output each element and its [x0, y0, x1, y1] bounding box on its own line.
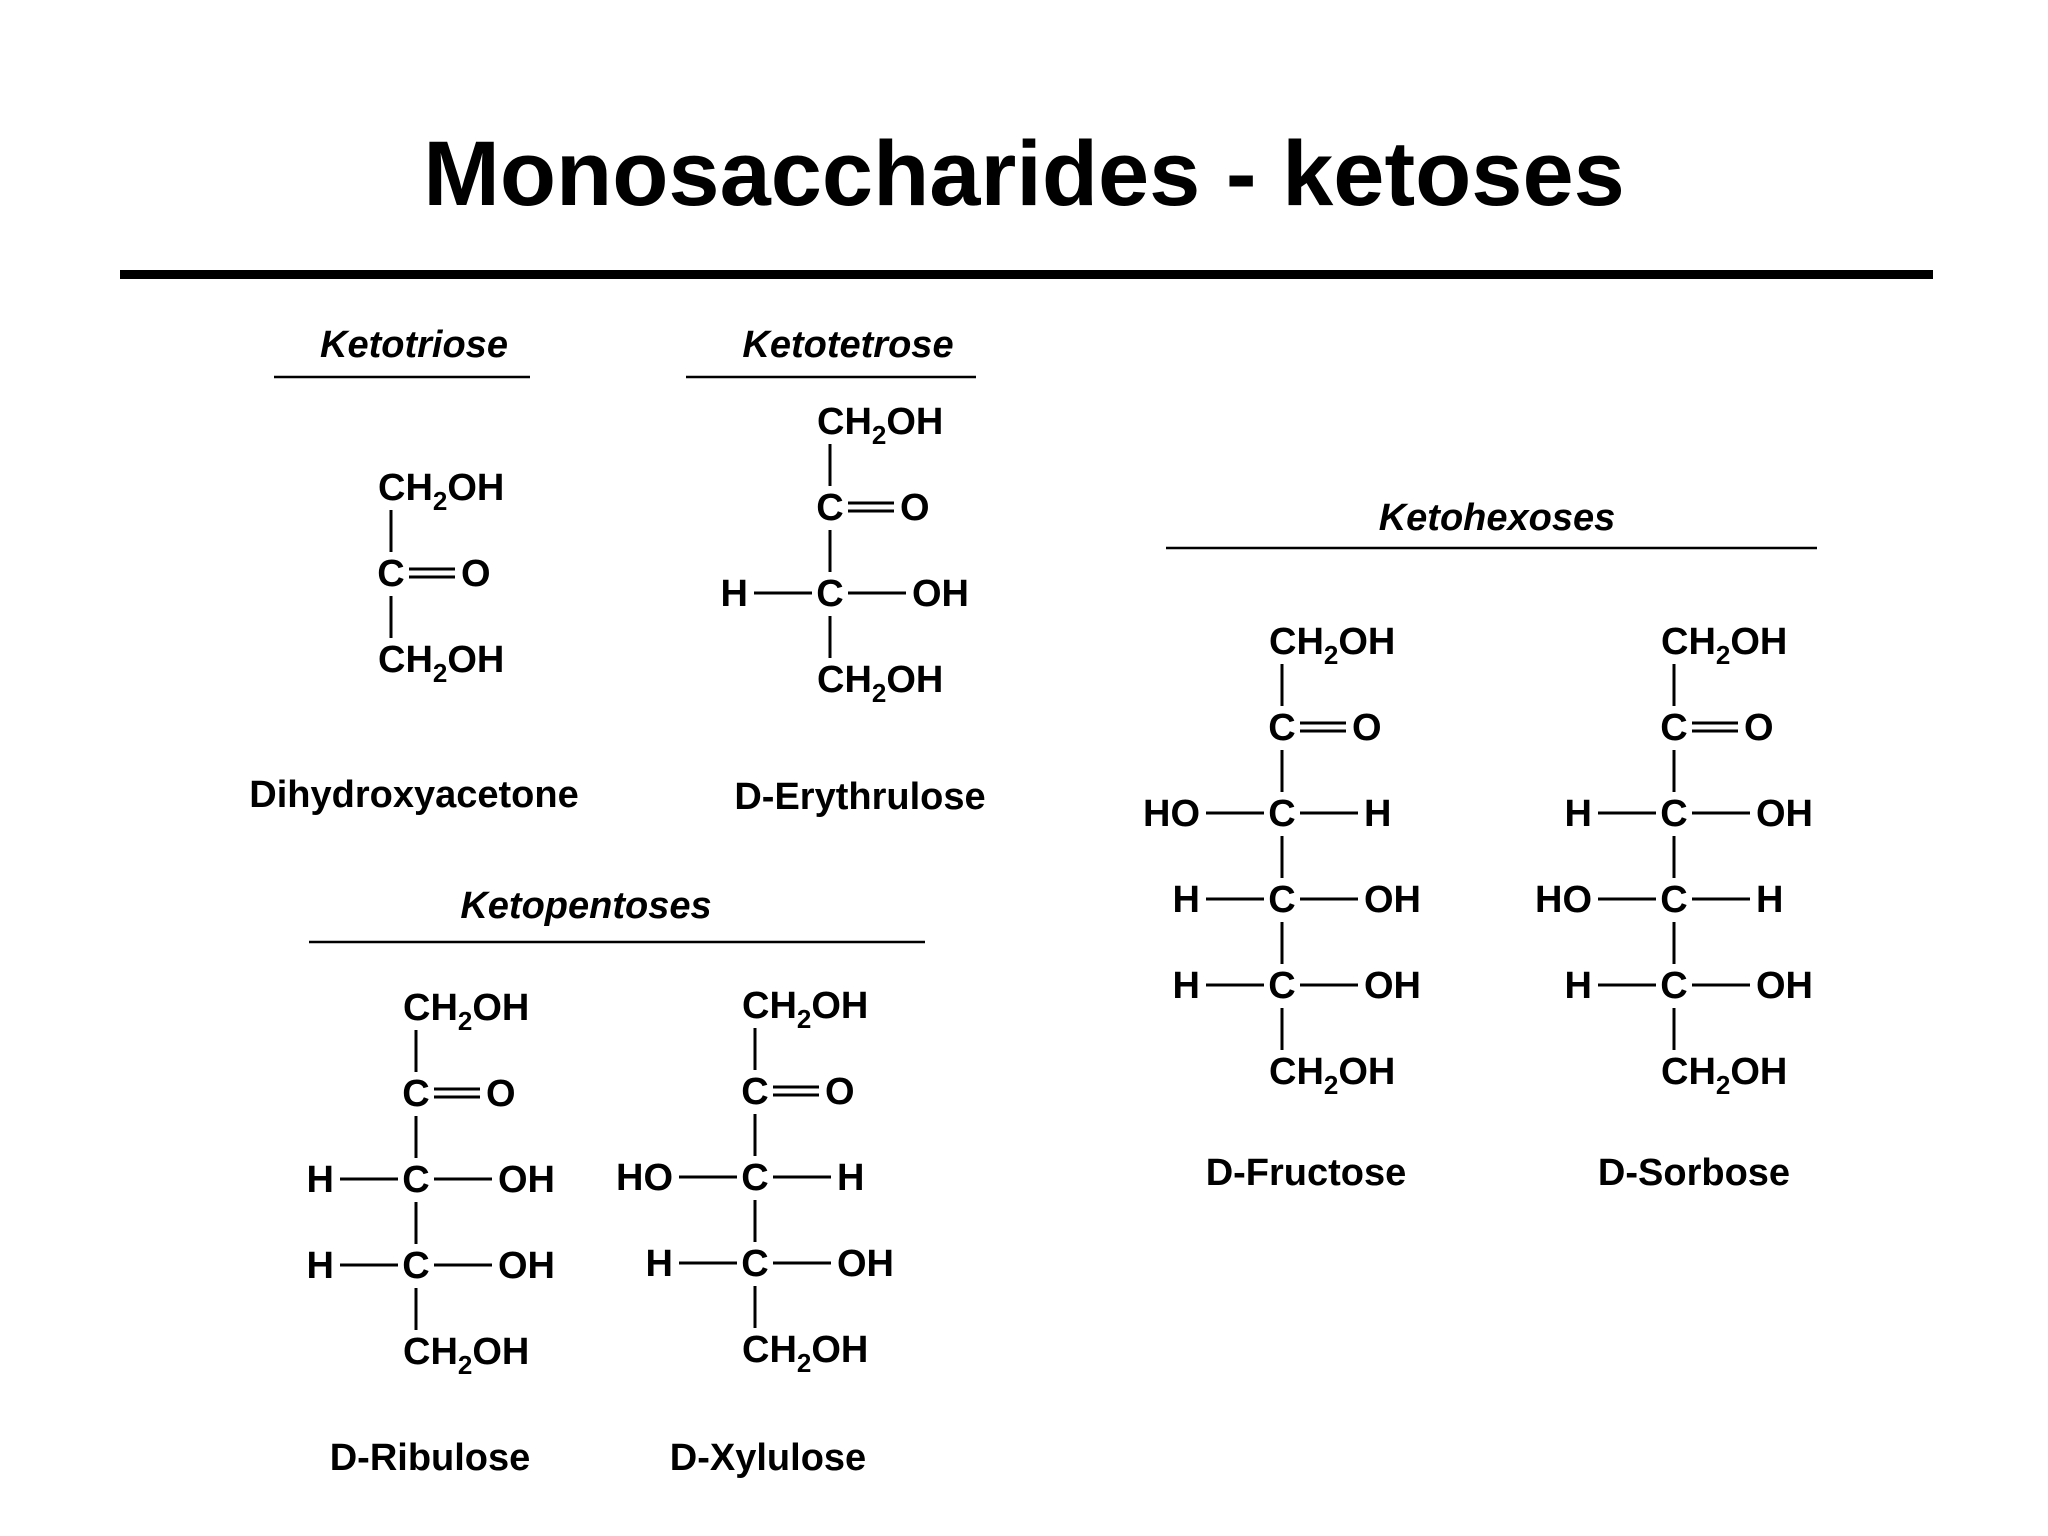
oxygen-atom: O [1352, 707, 1382, 749]
section-label: Ketotriose [320, 324, 508, 366]
carbon-atom: C [816, 573, 844, 615]
oxygen-atom: O [825, 1071, 855, 1113]
ch2oh-group: $CH_2OH$ [817, 401, 944, 450]
ch2oh-group: $CH_2OH$ [1661, 1051, 1788, 1100]
molecule-d-sorbose [1535, 621, 1813, 1194]
compound-name: D-Xylulose [669, 1437, 867, 1479]
oxygen-atom: O [900, 487, 930, 529]
left-substituent: H [306, 1159, 334, 1201]
section-label: Ketotetrose [742, 324, 954, 366]
right-substituent: H [837, 1157, 865, 1199]
right-substituent: OH [837, 1243, 894, 1285]
compound-name: D-Erythrulose [734, 776, 986, 818]
carbon-atom: C [402, 1073, 430, 1115]
title-divider [120, 270, 1933, 279]
left-substituent: H [1172, 965, 1200, 1007]
carbon-atom: C [1660, 793, 1688, 835]
molecule-d-ribulose [307, 987, 555, 1479]
left-substituent: H [306, 1245, 334, 1287]
left-substituent: H [645, 1243, 673, 1285]
compound-name: Dihydroxyacetone [249, 774, 579, 816]
ch2oh-group: $CH_2OH$ [378, 639, 505, 688]
carbon-atom: C [402, 1159, 430, 1201]
oxygen-atom: O [461, 553, 491, 595]
carbon-atom: C [1660, 965, 1688, 1007]
carbon-atom: C [377, 553, 405, 595]
group-ketopentoses [307, 885, 925, 1479]
carbon-atom: C [1268, 793, 1296, 835]
carbon-atom: C [1660, 879, 1688, 921]
carbon-atom: C [1268, 707, 1296, 749]
group-ketotriose [249, 324, 578, 816]
ch2oh-group: $CH_2OH$ [378, 467, 505, 516]
carbon-atom: C [741, 1157, 769, 1199]
carbon-atom: C [402, 1245, 430, 1287]
left-substituent: HO [616, 1157, 673, 1199]
right-substituent: OH [498, 1159, 555, 1201]
section-label: Ketohexoses [1378, 497, 1616, 539]
ch2oh-group: $CH_2OH$ [1269, 621, 1396, 670]
right-substituent: OH [1756, 965, 1813, 1007]
left-substituent: H [1564, 793, 1592, 835]
compound-name: D-Ribulose [329, 1437, 531, 1479]
left-substituent: HO [1143, 793, 1200, 835]
right-substituent: H [1364, 793, 1392, 835]
right-substituent: OH [1756, 793, 1813, 835]
molecule-d-xylulose [616, 985, 894, 1479]
carbon-atom: C [1268, 879, 1296, 921]
ch2oh-group: $CH_2OH$ [403, 987, 530, 1036]
molecule-dihydroxyacetone [249, 467, 578, 816]
left-substituent: H [1172, 879, 1200, 921]
right-substituent: H [1756, 879, 1784, 921]
compound-name: D-Sorbose [1597, 1152, 1791, 1194]
left-substituent: H [1564, 965, 1592, 1007]
molecule-d-erythrulose [721, 401, 986, 818]
ch2oh-group: $CH_2OH$ [742, 985, 869, 1034]
oxygen-atom: O [486, 1073, 516, 1115]
ch2oh-group: $CH_2OH$ [1269, 1051, 1396, 1100]
carbon-atom: C [816, 487, 844, 529]
carbon-atom: C [1268, 965, 1296, 1007]
group-ketotetrose [686, 324, 986, 818]
left-substituent: H [720, 573, 748, 615]
molecule-d-fructose [1143, 621, 1421, 1194]
carbon-atom: C [741, 1243, 769, 1285]
right-substituent: OH [1364, 965, 1421, 1007]
right-substituent: OH [912, 573, 969, 615]
group-ketohexoses [1143, 497, 1817, 1194]
carbon-atom: C [741, 1071, 769, 1113]
left-substituent: HO [1535, 879, 1592, 921]
carbon-atom: C [1660, 707, 1688, 749]
ch2oh-group: $CH_2OH$ [742, 1329, 869, 1378]
ch2oh-group: $CH_2OH$ [817, 659, 944, 708]
right-substituent: OH [498, 1245, 555, 1287]
right-substituent: OH [1364, 879, 1421, 921]
section-label: Ketopentoses [460, 885, 712, 927]
compound-name: D-Fructose [1205, 1152, 1407, 1194]
ch2oh-group: $CH_2OH$ [1661, 621, 1788, 670]
oxygen-atom: O [1744, 707, 1774, 749]
page-title: Monosaccharides - ketoses [423, 123, 1625, 225]
ch2oh-group: $CH_2OH$ [403, 1331, 530, 1380]
